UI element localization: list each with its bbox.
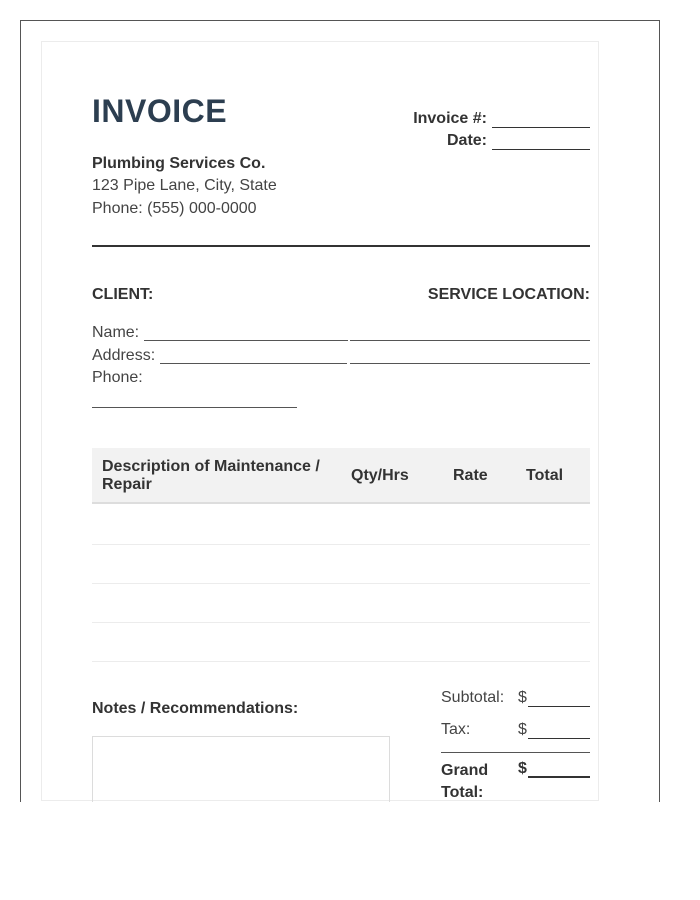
client-name-label: Name:	[92, 324, 140, 341]
invoice-title: INVOICE	[92, 93, 228, 129]
client-address-label: Address:	[92, 347, 156, 364]
grand-total-label: Grand Total:	[441, 762, 489, 801]
grand-total-value	[518, 760, 590, 778]
invoice-number-field[interactable]	[492, 113, 590, 128]
table-row[interactable]	[92, 622, 590, 623]
tax-label: Tax:	[441, 721, 471, 738]
company-phone: Phone: (555) 000-0000	[92, 200, 257, 217]
summary-divider	[441, 752, 590, 753]
column-description: Description of Maintenance / Repair	[102, 458, 320, 493]
service-location-heading: SERVICE LOCATION:	[427, 286, 590, 303]
client-phone-label: Phone:	[92, 369, 143, 386]
header-divider	[92, 245, 590, 247]
service-location-line-2[interactable]	[350, 363, 590, 364]
client-heading: CLIENT:	[92, 286, 154, 303]
grand-total-currency: $	[518, 760, 527, 777]
subtotal-currency: $	[518, 689, 527, 706]
table-row[interactable]	[92, 583, 590, 584]
column-total: Total	[526, 467, 564, 484]
date-field[interactable]	[492, 135, 590, 150]
client-name-field[interactable]	[144, 340, 348, 341]
client-phone-field[interactable]	[92, 407, 297, 408]
company-address: 123 Pipe Lane, City, State	[92, 177, 277, 194]
table-row[interactable]	[92, 544, 590, 545]
subtotal-label: Subtotal:	[441, 689, 505, 706]
subtotal-value	[518, 689, 590, 707]
column-qty-hrs: Qty/Hrs	[351, 467, 409, 484]
subtotal-field[interactable]	[528, 692, 590, 707]
tax-value	[518, 721, 590, 739]
column-rate: Rate	[453, 467, 488, 484]
invoice-number-label: Invoice #:	[413, 110, 487, 127]
table-row[interactable]	[92, 661, 590, 662]
company-name: Plumbing Services Co.	[92, 155, 266, 172]
date-label: Date:	[446, 132, 487, 149]
invoice-number-row	[413, 110, 590, 128]
client-address-field[interactable]	[160, 363, 347, 364]
notes-label: Notes / Recommendations:	[92, 700, 299, 717]
date-row	[447, 132, 590, 150]
tax-field[interactable]	[528, 724, 590, 739]
service-location-line-1[interactable]	[350, 340, 590, 341]
tax-currency: $	[518, 721, 527, 738]
grand-total-field[interactable]	[528, 762, 590, 778]
page-cutoff	[0, 802, 700, 900]
table-header	[92, 448, 590, 504]
